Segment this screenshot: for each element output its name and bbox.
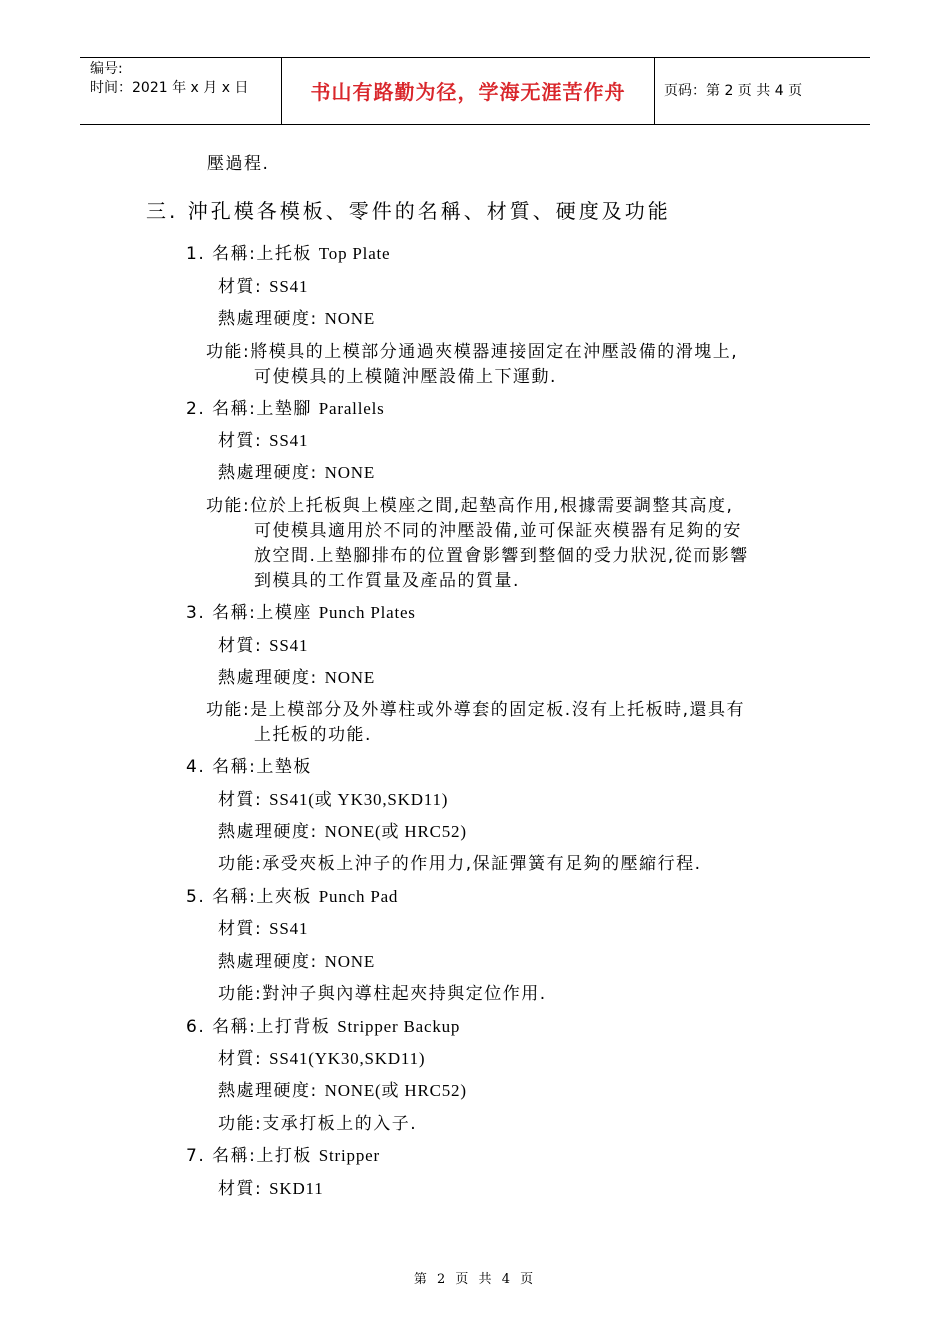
- item-name-en: Stripper Backup: [337, 1017, 461, 1036]
- item-name-label: 1. 名稱:上托板: [186, 244, 312, 264]
- hardness-value: NONE: [324, 309, 376, 328]
- hardness-value: NONE(或 HRC52): [324, 1081, 467, 1100]
- material-label: 材質:: [218, 636, 263, 656]
- hardness-label: 熱處理硬度:: [218, 668, 318, 688]
- item-function-line: 功能:支承打板上的入子.: [218, 1114, 418, 1134]
- item-hardness: [218, 307, 375, 331]
- continuation-text: 壓過程.: [207, 154, 270, 174]
- item-material: [218, 634, 308, 658]
- item-name-label: 3. 名稱:上模座: [186, 603, 312, 623]
- hardness-value: NONE(或 HRC52): [324, 822, 467, 841]
- page-footer: 第 2 页 共 4 页: [413, 1272, 537, 1287]
- material-label: 材質:: [218, 790, 263, 810]
- material-label: 材質:: [218, 919, 263, 939]
- material-value: SS41(或 YK30,SKD11): [269, 790, 449, 809]
- hardness-value: NONE: [324, 668, 376, 687]
- item-name: [186, 755, 312, 779]
- item-material: [218, 1177, 324, 1201]
- item-function-line: 到模具的工作質量及產品的質量.: [254, 571, 520, 591]
- material-label: 材質:: [218, 431, 263, 451]
- material-label: 材質:: [218, 277, 263, 297]
- hardness-label: 熱處理硬度:: [218, 952, 318, 972]
- item-name: [186, 601, 416, 625]
- header-motto: 书山有路勤为径，学海无涯苦作舟: [310, 80, 626, 104]
- item-name-label: 5. 名稱:上夾板: [186, 887, 312, 907]
- item-hardness: [218, 1079, 467, 1103]
- header-time-label: 时间：2021 年 x 月 x 日: [90, 80, 249, 96]
- header-top-rule: [80, 57, 870, 58]
- item-function-line: 可使模具的上模隨沖壓設備上下運動.: [254, 367, 557, 387]
- hardness-label: 熱處理硬度:: [218, 822, 318, 842]
- item-name-en: Stripper: [318, 1146, 380, 1165]
- hardness-value: NONE: [324, 463, 376, 482]
- header-divider-right: [654, 57, 655, 125]
- item-hardness: [218, 666, 375, 690]
- material-value: SS41: [269, 277, 309, 296]
- item-function-line: 功能:是上模部分及外導柱或外導套的固定板.沒有上托板時,還具有: [206, 700, 746, 720]
- hardness-value: NONE: [324, 952, 376, 971]
- material-value: SKD11: [269, 1179, 324, 1198]
- hardness-label: 熱處理硬度:: [218, 1081, 318, 1101]
- item-name-en: Punch Plates: [318, 603, 416, 622]
- item-material: [218, 1047, 425, 1071]
- header-number-label: 编号:: [90, 61, 123, 77]
- item-name-en: Top Plate: [318, 244, 391, 263]
- item-name: [186, 242, 390, 266]
- hardness-label: 熱處理硬度:: [218, 463, 318, 483]
- item-function-line: 功能:將模具的上模部分通過夾模器連接固定在沖壓設備的滑塊上,: [206, 342, 739, 362]
- item-function-line: 功能:位於上托板與上模座之間,起墊高作用,根據需要調整其高度,: [206, 496, 734, 516]
- item-name-label: 7. 名稱:上打板: [186, 1146, 312, 1166]
- item-name-en: Parallels: [318, 399, 385, 418]
- item-material: [218, 429, 308, 453]
- item-name: [186, 1144, 380, 1168]
- section-title: 三. 沖孔模各模板、零件的名稱、材質、硬度及功能: [146, 199, 671, 223]
- material-label: 材質:: [218, 1049, 263, 1069]
- material-value: SS41: [269, 919, 309, 938]
- item-function-line: 功能:對沖子與內導柱起夾持與定位作用.: [218, 984, 547, 1004]
- item-function-line: 可使模具適用於不同的沖壓設備,並可保証夾模器有足夠的安: [254, 521, 742, 541]
- item-material: [218, 917, 308, 941]
- item-name-label: 2. 名稱:上墊腳: [186, 399, 312, 419]
- item-function-line: 功能:承受夾板上沖子的作用力,保証彈簧有足夠的壓縮行程.: [218, 854, 702, 874]
- item-name-en: Punch Pad: [318, 887, 399, 906]
- material-value: SS41: [269, 431, 309, 450]
- item-material: [218, 275, 308, 299]
- header-page-label: 页码：第 2 页 共 4 页: [664, 83, 803, 99]
- hardness-label: 熱處理硬度:: [218, 309, 318, 329]
- item-function-line: 放空間.上墊腳排布的位置會影響到整個的受力狀況,從而影響: [254, 546, 749, 566]
- item-name-label: 4. 名稱:上墊板: [186, 757, 312, 777]
- item-name: [186, 885, 398, 909]
- material-value: SS41(YK30,SKD11): [269, 1049, 426, 1068]
- item-name: [186, 397, 385, 421]
- header-bottom-rule: [80, 124, 870, 125]
- item-material: [218, 788, 448, 812]
- material-label: 材質:: [218, 1179, 263, 1199]
- item-hardness: [218, 820, 467, 844]
- item-name-label: 6. 名稱:上打背板: [186, 1017, 331, 1037]
- item-name: [186, 1015, 460, 1039]
- item-hardness: [218, 950, 375, 974]
- item-function-line: 上托板的功能.: [254, 725, 372, 745]
- item-hardness: [218, 461, 375, 485]
- material-value: SS41: [269, 636, 309, 655]
